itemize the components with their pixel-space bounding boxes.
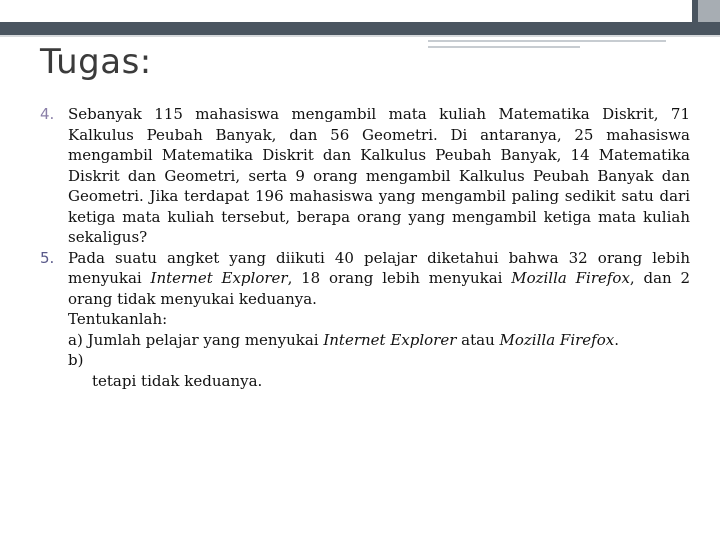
header-accent-block: [698, 0, 720, 22]
task-part-b-text: tetapi tidak keduanya.: [92, 371, 263, 390]
task-item-5: [40, 248, 690, 392]
decorative-rule-2: [428, 46, 580, 48]
task-number: 5.: [40, 248, 55, 267]
task-list: [40, 104, 690, 391]
page-title: Tugas:: [40, 42, 152, 82]
mozilla-firefox-term: Mozilla Firefox: [511, 269, 630, 287]
task-text: Pada suatu angket yang diikuti 40 pelajar diketahui bahwa 32 orang lebih menyukai Internet Explorer, 18 orang lebih menyukai Mozilla Firefox, dan 2 orang tidak menyukai keduanya.: [68, 248, 690, 308]
task-part-a: a) Jumlah pelajar yang menyukai Internet Explorer atau Mozilla Firefox.: [68, 330, 619, 349]
internet-explorer-term: Internet Explorer: [150, 269, 288, 287]
task-instruction: Tentukanlah:: [68, 310, 168, 328]
header-band: [0, 22, 720, 35]
task-text: Sebanyak 115 mahasiswa mengambil mata kuliah Matematika Diskrit, 71 Kalkulus Peubah Banyak, dan 56 Geometri. Di antaranya, 25 mahasiswa mengambil Matematika Diskrit dan Kalkulus Peubah Banyak, 14 Matematika Diskrit dan Geometri, serta 9 orang mengambil Kalkulus Peubah Banyak dan Geometri. Jika terdapat 196 mahasiswa yang mengambil paling sedikit satu dari ketiga mata kuliah tersebut, berapa orang yang mengambil ketiga mata kuliah sekaligus?: [68, 105, 690, 246]
task-item-4: [40, 104, 690, 248]
decorative-rule-1: [428, 40, 666, 42]
task-number: 4.: [40, 105, 55, 123]
header-band-shadow: [0, 35, 720, 37]
task-part-b-label: b): [68, 351, 84, 369]
